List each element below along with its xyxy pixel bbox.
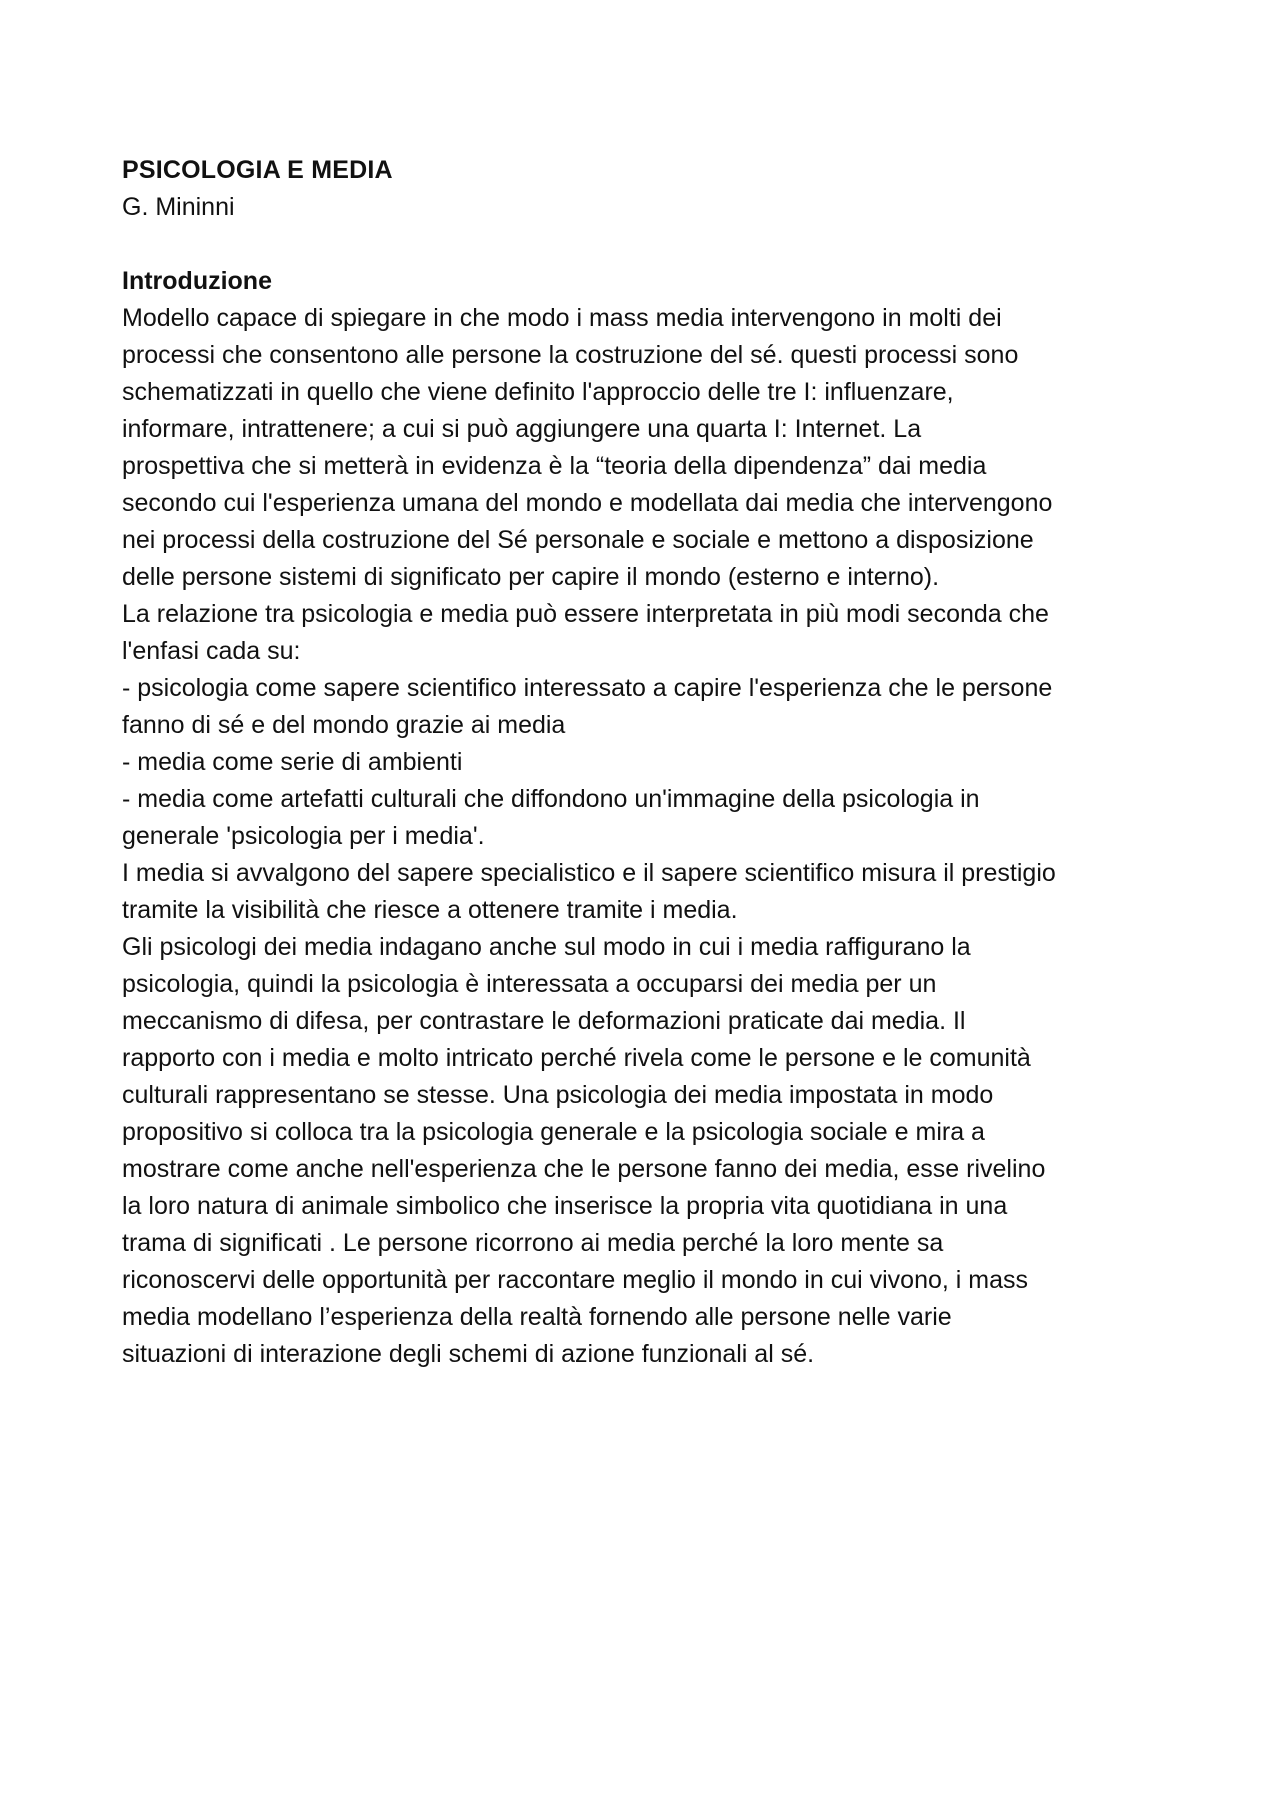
body-text-line: tramite la visibilità che riesce a ottenere tramite i media. bbox=[122, 896, 738, 924]
body-text-line: prospettiva che si metterà in evidenza è la “teoria della dipendenza” dai media bbox=[122, 452, 987, 480]
body-text-line: - media come serie di ambienti bbox=[122, 748, 463, 776]
body-text-line: situazioni di interazione degli schemi di azione funzionali al sé. bbox=[122, 1340, 815, 1368]
body-text-line: secondo cui l'esperienza umana del mondo e modellata dai media che intervengono bbox=[122, 489, 1053, 517]
body-text-line: meccanismo di difesa, per contrastare le deformazioni praticate dai media. Il bbox=[122, 1007, 966, 1035]
body-text-line: propositivo si colloca tra la psicologia generale e la psicologia sociale e mira a bbox=[122, 1118, 985, 1146]
body-text-line: la loro natura di animale simbolico che inserisce la propria vita quotidiana in una bbox=[122, 1192, 1008, 1220]
body-text-line: delle persone sistemi di significato per capire il mondo (esterno e interno). bbox=[122, 563, 940, 591]
body-text-line: schematizzati in quello che viene definito l'approccio delle tre I: influenzare, bbox=[122, 378, 954, 406]
body-text-line: La relazione tra psicologia e media può essere interpretata in più modi seconda che bbox=[122, 600, 1049, 628]
body-text-line: media modellano l’esperienza della realtà fornendo alle persone nelle varie bbox=[122, 1303, 952, 1331]
body-text-line: trama di significati . Le persone ricorrono ai media perché la loro mente sa bbox=[122, 1229, 944, 1257]
body-text-line: mostrare come anche nell'esperienza che le persone fanno dei media, esse rivelino bbox=[122, 1155, 1046, 1183]
body-text-line: fanno di sé e del mondo grazie ai media bbox=[122, 711, 566, 739]
body-text-line: culturali rappresentano se stesse. Una psicologia dei media impostata in modo bbox=[122, 1081, 994, 1109]
body-text-line: rapporto con i media e molto intricato perché rivela come le persone e le comunità bbox=[122, 1044, 1031, 1072]
body-text-line: nei processi della costruzione del Sé personale e sociale e mettono a disposizione bbox=[122, 526, 1034, 554]
document-page bbox=[122, 152, 1182, 1373]
body-text bbox=[122, 300, 1182, 1373]
section-heading: Introduzione bbox=[122, 267, 272, 295]
document-title: PSICOLOGIA E MEDIA bbox=[122, 156, 393, 184]
document-author: G. Mininni bbox=[122, 193, 235, 221]
body-text-line: Modello capace di spiegare in che modo i mass media intervengono in molti dei bbox=[122, 304, 1002, 332]
body-text-line: psicologia, quindi la psicologia è interessata a occuparsi dei media per un bbox=[122, 970, 937, 998]
body-text-line: l'enfasi cada su: bbox=[122, 637, 301, 665]
body-text-line: I media si avvalgono del sapere specialistico e il sapere scientifico misura il prestigio bbox=[122, 859, 1056, 887]
body-text-line: - psicologia come sapere scientifico interessato a capire l'esperienza che le persone bbox=[122, 674, 1053, 702]
body-text-line: processi che consentono alle persone la costruzione del sé. questi processi sono bbox=[122, 341, 1019, 369]
body-text-line: informare, intrattenere; a cui si può aggiungere una quarta I: Internet. La bbox=[122, 415, 922, 443]
blank-line bbox=[122, 226, 1182, 263]
body-text-line: riconoscervi delle opportunità per raccontare meglio il mondo in cui vivono, i mass bbox=[122, 1266, 1028, 1294]
body-text-line: - media come artefatti culturali che diffondono un'immagine della psicologia in bbox=[122, 785, 980, 813]
body-text-line: Gli psicologi dei media indagano anche sul modo in cui i media raffigurano la bbox=[122, 933, 971, 961]
body-text-line: generale 'psicologia per i media'. bbox=[122, 822, 485, 850]
